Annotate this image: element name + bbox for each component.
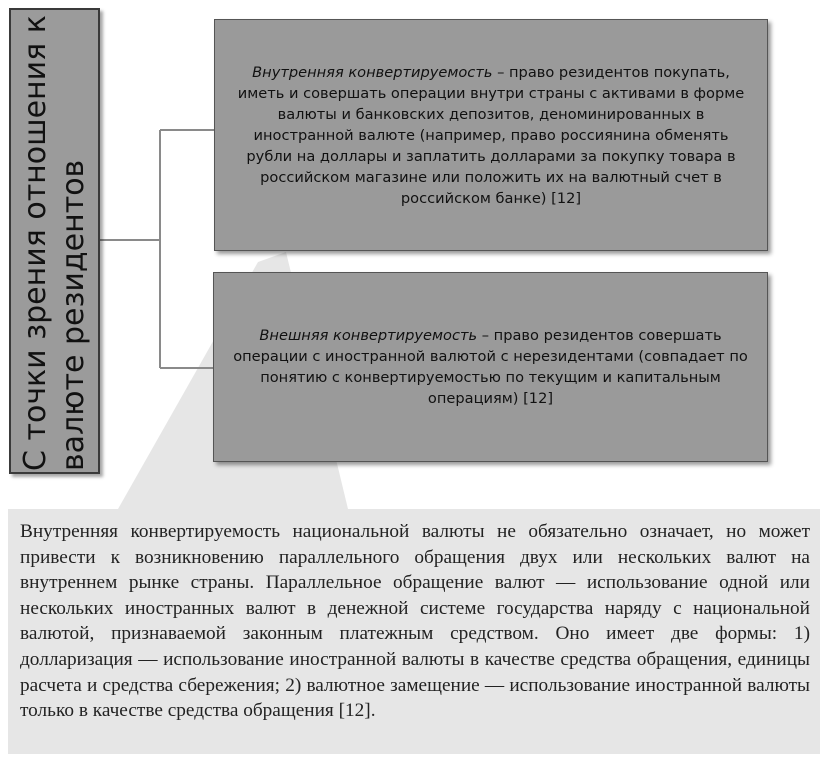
external-convertibility-box <box>213 272 768 462</box>
explanatory-note: Внутренняя конвертируемость национальной валюты не обязательно означает, но может привести к возникновению параллельного обращения двух или нескольких валют на внутреннем рынке страны. Параллельное обращение валют — использование одной или нескольких иностранных валют в денежной системе государства наряду с национальной валютой, признаваемой законным платежным средством. Оно имеет две формы: 1) долларизация — использование иностранной валюты в качестве средства обращения, единицы расчета и средства сбережения; 2) валютное замещение — использование иностранной валюты только в качестве средства обращения [12]. <box>8 509 820 754</box>
internal-convertibility-term: Внутренняя конвертируемость <box>252 63 493 81</box>
internal-convertibility-definition: – право резидентов покупать, иметь и совершать операции внутри страны с активами в форме валюты и банковских депозитов, деноминированных в иностранной валюте (например, право россиянина обменять рубли на доллары и заплатить долларами за покупку товара в российском магазине или положить их на валютный счет в российском банке) [12] <box>237 63 745 207</box>
internal-convertibility-box <box>214 19 768 251</box>
internal-convertibility-text <box>229 62 753 209</box>
external-convertibility-term: Внешняя конвертируемость <box>259 327 478 344</box>
category-box <box>9 8 100 474</box>
external-convertibility-text <box>228 325 753 409</box>
external-convertibility-definition: – право резидентов совершать операции с иностранной валютой с нерезидентами (совпадает по понятию с конвертируемостью по текущим и капитальным операциям) [12] <box>233 327 748 407</box>
category-title: С точки зрения отношения к валюте резидентов <box>17 15 91 471</box>
